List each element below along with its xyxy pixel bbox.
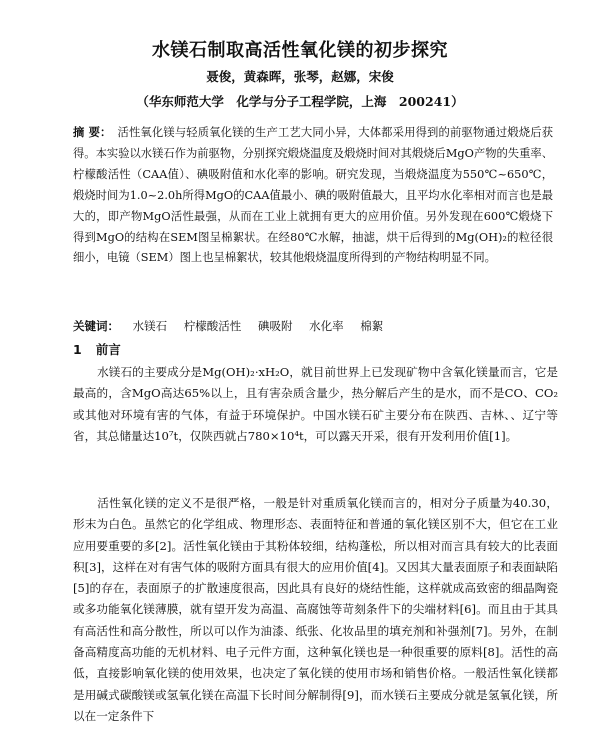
keywords [73,316,553,336]
paper-affiliation: （华东师范大学 化学与分子工程学院，上海 200241） [136,94,464,109]
paragraph-text: 水镁石的主要成分是Mg(OH)₂·xH₂O，就目前世界上已发现矿物中含氧化镁量而言，它是最高的，含MgO高达65%以上，且有害杂质含量少，热分解后产生的是水，而不是CO、CO₂或其他对环境有害的气体，有益于环境保护。中国水镁石矿主要分布在陕西、吉林、、辽宁等省，其总储量达10⁷t，仅陕西就占780×10⁴t，可以露天开采，很有开发利用价值[1]。 [73,365,558,443]
keyword-item: 柠檬酸活性 [183,319,242,333]
body-paragraph-1 [73,362,558,447]
keyword-item: 水化率 [309,319,344,333]
keywords-label: 关键词： [73,319,119,333]
abstract-text: 活性氧化镁与轻质氧化镁的生产工艺大同小异，大体都采用得到的前驱物通过煅烧后获得。本实验以水镁石作为前驱物，分别探究煅烧温度及煅烧时间对其煅烧后MgO产物的失重率、柠檬酸活性（CAA值）、碘吸附值和水化率的影响。研究发现，当煅烧温度为550℃~650℃，煅烧时间为1.0~2.0h所得MgO的CAA值最小、碘的吸附值最大，且平均水化率相对而言也是最大的，即产物MgO活性最强，从而在工业上就拥有更大的应用价值。另外发现在600℃煅烧下得到MgO的结构在SEM图呈棉絮状。在经80℃水解，抽滤，烘干后得到的Mg(OH)₂的粒径很细小，电镜（SEM）图上也呈棉絮状，较其他煅烧温度所得到的产物结构明显不同。 [73,126,553,265]
keyword-item: 棉絮 [360,319,384,333]
section-title: 前言 [95,342,121,357]
paragraph-text: 活性氧化镁的定义不是很严格，一般是针对重质氧化镁而言的，相对分子质量为40.30，形末为白色。虽然它的化学组成、物理形态、表面特征和普通的氧化镁区别不大，但它在工业应用要重要的多[2]。活性氧化镁由于其粉体较细，结构蓬松，所以相对而言具有较大的比表面积[3]，这样在对有害气体的吸附方面具有很大的应用价值[4]。又因其大量表面原子和表面缺陷[5]的存在，表面原子的扩散速度很高，因此具有良好的烧结性能，这样就成高致密的细晶陶瓷或多功能氧化镁薄膜，就有望开发为高温、高腐蚀等苛刻条件下的尖端材料[6]。而且由于其具有高活性和高分散性，所以可以作为油漆、纸张、化妆品里的填充剂和补强剂[7]。另外，在制备高精度高功能的无机材料、电子元件方面，这种氧化镁也是一种很重要的原料[8]。活性的高低，直接影响氧化镁的使用效果，也决定了氧化镁的使用市场和销售价格。一般活性氧化镁都是用碱式碳酸镁或氢氧化镁在高温下长时间分解制得[9]，而水镁石主要成分就是氢氧化镁，所以在一定条件下 [73,496,559,723]
abstract-label: 摘 要： [73,125,112,139]
keyword-item: 水镁石 [132,319,168,333]
body-paragraph-2 [73,493,558,727]
paper-title: 水镁石制取高活性氧化镁的初步探究 [152,40,448,61]
keyword-item: 碘吸附 [257,319,293,333]
abstract [73,122,553,269]
section-number: 1 [73,342,82,357]
section-heading [73,340,121,358]
paper-authors: 聂俊，黄森晖，张琴，赵娜，宋俊 [206,69,394,84]
